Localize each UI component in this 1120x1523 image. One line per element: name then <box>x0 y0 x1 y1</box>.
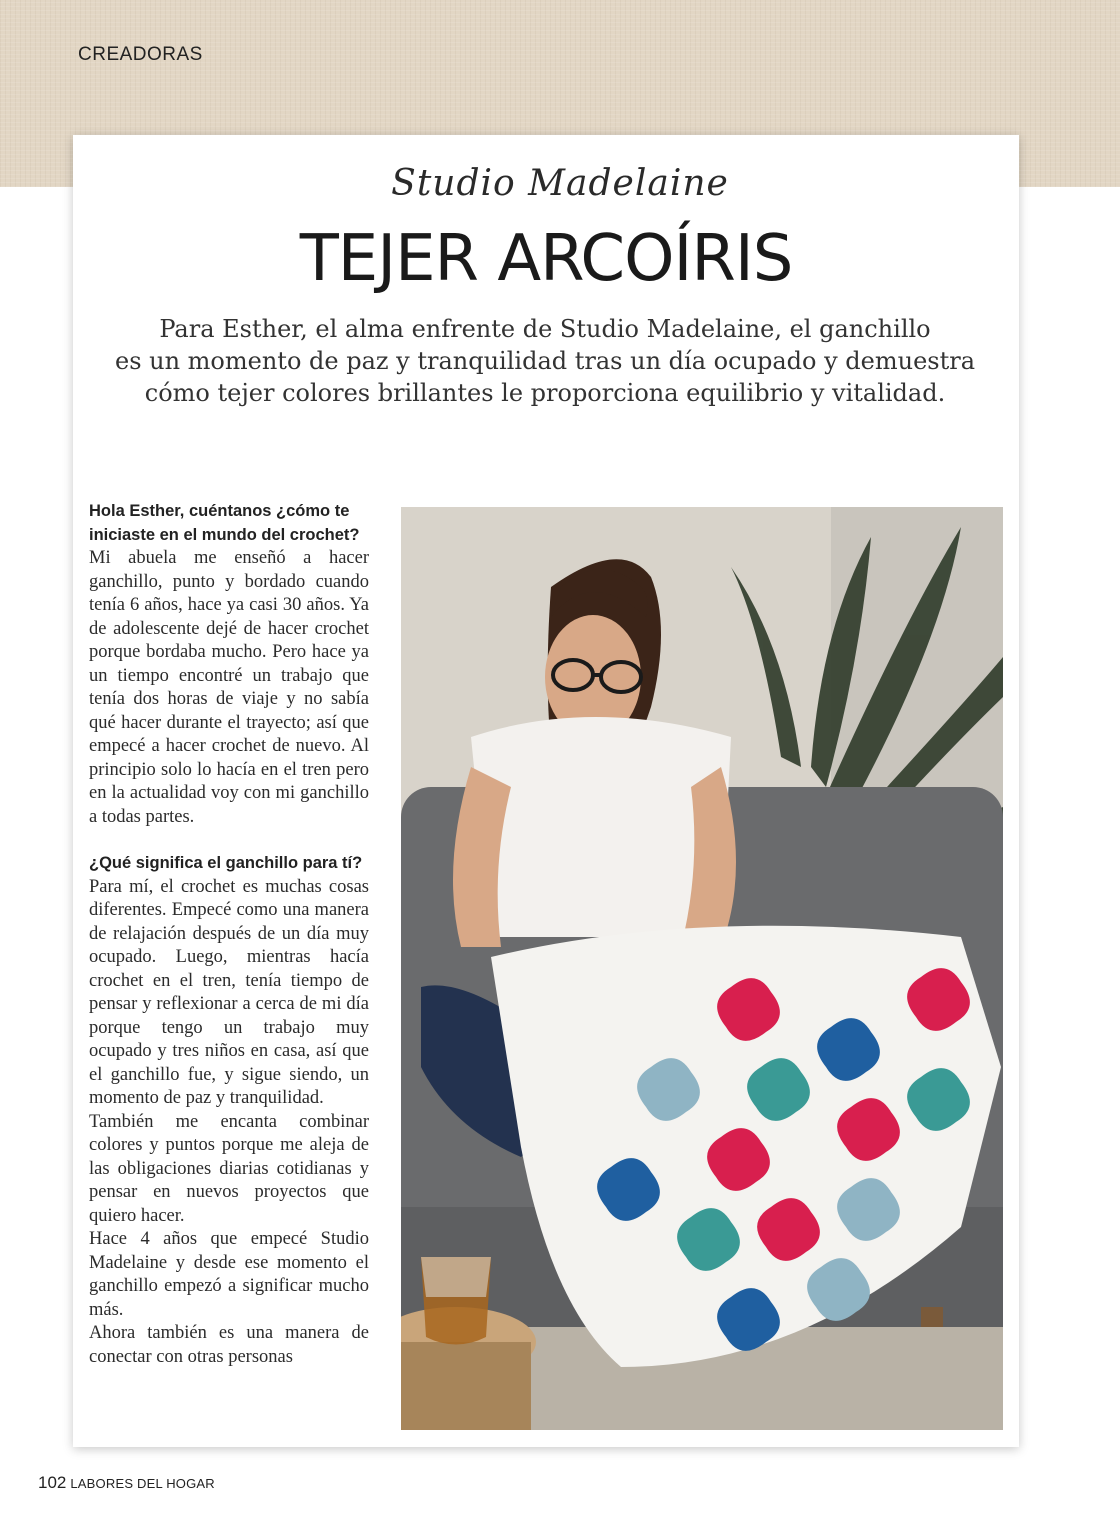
article-title: TEJER ARCOÍRIS <box>299 222 793 296</box>
answer-paragraph: Hace 4 años que empecé Studio Madelaine y desde ese momento el ganchillo empezó a significar mucho más. <box>89 1229 369 1320</box>
answer-paragraph: Para mí, el crochet es muchas cosas diferentes. Empecé como una manera de relajación después de un día muy ocupado. Luego, mientras hacía crochet en el tren, tenía tiempo de pensar y reflexionar a cerca de mi día porque tengo un trabajo muy ocupado y tres niños en casa, así que el ganchillo fue, y sigue siendo, un momento de paz y tranquilidad. <box>89 876 369 1108</box>
question-heading: ¿Qué significa el ganchillo para tí? <box>89 854 363 872</box>
intro-line: es un momento de paz y tranquilidad tras un día ocupado y demuestra <box>114 347 976 375</box>
answer-paragraph: Mi abuela me enseñó a hacer ganchillo, punto y bordado cuando tenía 6 años, hace ya casi 30 años. Ya de adolescente dejé de hacer crochet porque bordaba mucho. Pero hace ya un tiempo encontré un trabajo que tenía dos horas de viaje y no sabía qué hacer durante el trayecto; así que empecé a hacer crochet de nuevo. Al principio solo lo hacía en el tren pero en la actualidad voy con mi ganchillo a todas partes. <box>89 548 369 827</box>
answer-paragraph: Ahora también es una manera de conectar con otras personas <box>89 1323 369 1367</box>
page-number: 102 <box>38 1473 67 1492</box>
question-heading: Hola Esther, cuéntanos ¿cómo te iniciaste en el mundo del crochet? <box>89 502 360 544</box>
answer-paragraph: También me encanta combinar colores y puntos porque me aleja de las obligaciones diarias cotidianas y pensar en nuevos proyectos que quiero hacer. <box>89 1111 369 1226</box>
page-footer <box>38 1473 215 1493</box>
section-label: CREADORAS <box>78 44 203 65</box>
article-body-column <box>89 500 369 1369</box>
intro-line: cómo tejer colores brillantes le proporciona equilibrio y vitalidad. <box>144 379 946 407</box>
article-photo <box>401 507 1003 1430</box>
article-kicker: Studio Madelaine <box>391 163 729 204</box>
intro-line: Para Esther, el alma enfrente de Studio Madelaine, el ganchillo <box>159 315 931 343</box>
magazine-name: LABORES DEL HOGAR <box>70 1476 215 1491</box>
article-intro <box>100 313 990 409</box>
